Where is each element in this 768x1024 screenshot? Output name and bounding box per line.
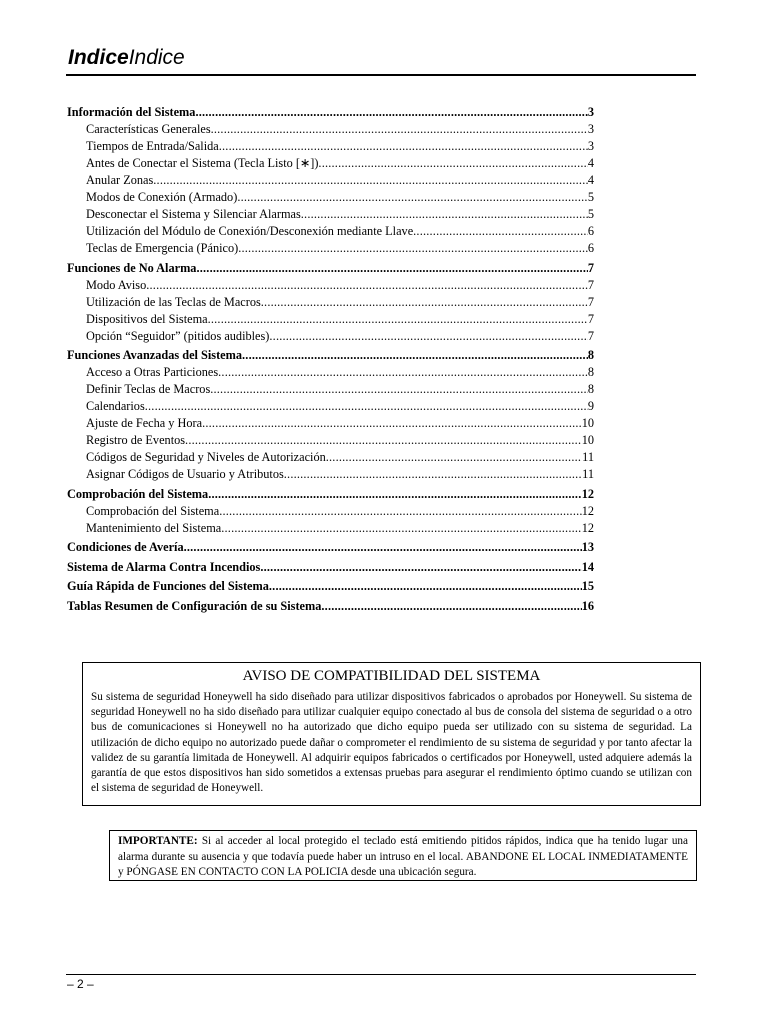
toc-item[interactable] [67,432,594,449]
toc-item[interactable] [67,189,594,206]
toc-entry-title: Características Generales [86,122,211,136]
toc-entry-title: Sistema de Alarma Contra Incendios [67,559,261,574]
dot-leader [260,559,581,576]
toc-entry-title: Anular Zonas [86,173,154,187]
header-divider [66,74,696,76]
toc-section [67,559,594,576]
toc-section-heading[interactable] [67,559,594,576]
dot-leader [413,223,588,240]
toc-item[interactable] [67,172,594,189]
toc-entry-page: 10 [581,433,594,447]
toc-entry-page: 7 [587,294,594,309]
dot-leader [221,520,581,537]
dot-leader [318,155,587,172]
dot-leader [219,503,582,520]
toc-entry-title: Utilización del Módulo de Conexión/Desconexión mediante Llave [86,224,414,238]
dot-leader [208,486,582,503]
toc-entry-page: 8 [587,348,594,362]
toc-entry-title: Calendarios [86,399,145,413]
toc-entry-title: Mantenimiento del Sistema [86,520,222,535]
toc-entry-title: Modo Aviso [86,277,147,292]
notice-body: Su sistema de seguridad Honeywell ha sido diseñado para utilizar dispositivos fabricados o aprobados por Honeywell. Su sistema de seguridad Honeywell no ha sido diseñado para utilizar cualquier equipo conectado al bus de consola del sistema de seguridad o a otro bus de comunicaciones si Honeywell no ha autorizado que dicho equipo pueda ser utilizado con su sistema de seguridad. La utilización de dicho equipo no autorizado puede dañar o comprometer el rendimiento de su sistema de seguridad y por tanto afectar la validez de su garantía limitada de Honeywell. Al adquirir equipos fabricados o certificados por Honeywell, usted adquiere además la garantía de que estos dispositivos han sido sometidos a extensas pruebas para asegurar el rendimiento óptimo cuando se utilizan con el sistema de seguridad de Honeywell. [91,691,692,795]
toc-section [67,578,594,595]
toc-entry-page: 5 [587,190,594,204]
toc-entry-title: Funciones Avanzadas del Sistema [67,348,243,362]
toc-entry-page: 7 [587,328,594,343]
toc-section-heading[interactable] [67,539,594,556]
toc-entry-page: 10 [581,416,594,430]
toc-item[interactable] [67,449,594,466]
toc-item[interactable] [67,381,594,398]
toc-entry-page: 7 [587,277,594,292]
dot-leader [145,398,588,415]
toc-entry-page: 11 [582,450,594,464]
toc-entry-title: Acceso a Otras Particiones [86,365,219,379]
toc-entry-page: 3 [587,105,594,119]
toc-entry-title: Códigos de Seguridad y Niveles de Autorización [86,450,326,464]
toc-entry-page: 7 [587,311,594,326]
important-box [109,830,697,881]
toc-item[interactable] [67,277,594,294]
toc-entry-page: 6 [587,241,594,255]
compatibility-notice-box [82,662,701,806]
toc-section [67,598,594,615]
dot-leader [218,364,588,381]
footer-divider [66,974,696,975]
toc-item[interactable] [67,240,594,257]
page-title-bold: Indice [68,46,129,69]
toc-entry-title: Tablas Resumen de Configuración de su Sistema [67,598,322,613]
toc-entry-title: Información del Sistema [67,105,196,119]
toc-entry-title: Registro de Eventos [86,433,186,447]
toc-section-heading[interactable] [67,578,594,595]
dot-leader [196,260,587,277]
toc-item[interactable] [67,520,594,537]
page-title [68,46,185,70]
dot-leader [195,104,587,121]
toc-entry-title: Dispositivos del Sistema [86,311,208,326]
toc-item[interactable] [67,294,594,311]
notice-title: AVISO DE COMPATIBILIDAD DEL SISTEMA [242,668,541,684]
toc-item[interactable] [67,311,594,328]
toc-item[interactable] [67,155,594,172]
dot-leader [326,449,582,466]
toc-entry-title: Asignar Códigos de Usuario y Atributos [86,467,284,481]
toc-item[interactable] [67,121,594,138]
toc-entry-page: 6 [587,224,594,238]
toc-section-heading[interactable] [67,598,594,615]
toc-entry-page: 5 [587,207,594,221]
dot-leader [321,598,581,615]
dot-leader [211,121,588,138]
toc-entry-page: 7 [587,260,594,275]
dot-leader [202,415,582,432]
toc-section [67,260,594,345]
toc-section [67,486,594,537]
toc-item[interactable] [67,138,594,155]
toc-section-heading[interactable] [67,347,594,364]
dot-leader [284,466,582,483]
dot-leader [261,294,588,311]
table-of-contents [67,104,594,617]
toc-item[interactable] [67,328,594,345]
toc-entry-page: 15 [581,579,594,593]
dot-leader [210,381,588,398]
page-title-italic: Indice [128,46,185,69]
dot-leader [242,347,588,364]
toc-entry-page: 8 [587,365,594,379]
toc-entry-title: Guía Rápida de Funciones del Sistema [67,579,269,593]
toc-item[interactable] [67,466,594,483]
toc-entry-page: 8 [587,382,594,396]
toc-section [67,539,594,556]
toc-entry-page: 3 [587,139,594,153]
dot-leader [153,172,588,189]
toc-entry-page: 11 [582,467,594,481]
toc-entry-title: Teclas de Emergencia (Pánico) [86,241,239,255]
toc-entry-title: Desconectar el Sistema y Silenciar Alarmas [86,207,301,221]
toc-entry-page: 12 [581,520,594,535]
toc-section [67,104,594,257]
dot-leader [219,138,588,155]
toc-section-heading[interactable] [67,260,594,277]
toc-entry-title: Antes de Conectar el Sistema (Tecla Listo [∗]) [86,156,319,170]
dot-leader [184,539,582,556]
toc-entry-page: 4 [587,156,594,170]
toc-entry-title: Definir Teclas de Macros [86,382,211,396]
toc-entry-title: Modos de Conexión (Armado) [86,190,238,204]
toc-entry-title: Ajuste de Fecha y Hora [86,416,203,430]
toc-entry-title: Funciones de No Alarma [67,260,197,275]
toc-item[interactable] [67,364,594,381]
toc-section-heading[interactable] [67,104,594,121]
toc-section-heading[interactable] [67,486,594,503]
toc-entry-title: Opción “Seguidor” (pitidos audibles) [86,328,270,343]
dot-leader [185,432,582,449]
toc-entry-title: Tiempos de Entrada/Salida [86,139,219,153]
toc-entry-page: 12 [581,486,594,501]
dot-leader [237,189,588,206]
toc-entry-title: Comprobación del Sistema [67,486,209,501]
toc-entry-page: 4 [587,173,594,187]
page-number: – 2 – [67,977,94,991]
dot-leader [269,328,587,345]
dot-leader [269,578,582,595]
toc-item[interactable] [67,223,594,240]
toc-entry-page: 14 [581,559,594,574]
dot-leader [301,206,588,223]
toc-entry-title: Comprobación del Sistema [86,503,220,518]
toc-item[interactable] [67,415,594,432]
toc-entry-page: 12 [581,503,594,518]
toc-entry-page: 9 [587,399,594,413]
important-label: IMPORTANTE: [118,835,198,847]
important-text: Si al acceder al local protegido el teclado está emitiendo pitidos rápidos, indica que ha tenido lugar una alarma durante su ausencia y que todavía puede haber un intruso en el local. ABANDONE EL LOCAL INMEDIATAMENTE y PÓNGASE EN CONTACTO CON LA POLICIA desde una ubicación segura. [118,835,688,878]
toc-item[interactable] [67,398,594,415]
toc-entry-title: Condiciones de Avería [67,540,184,554]
toc-entry-page: 16 [581,598,594,613]
toc-entry-page: 13 [581,540,594,554]
dot-leader [208,311,588,328]
toc-section [67,347,594,483]
toc-item[interactable] [67,503,594,520]
toc-entry-title: Utilización de las Teclas de Macros [86,294,261,309]
dot-leader [146,277,588,294]
dot-leader [238,240,588,257]
toc-entry-page: 3 [587,122,594,136]
toc-item[interactable] [67,206,594,223]
